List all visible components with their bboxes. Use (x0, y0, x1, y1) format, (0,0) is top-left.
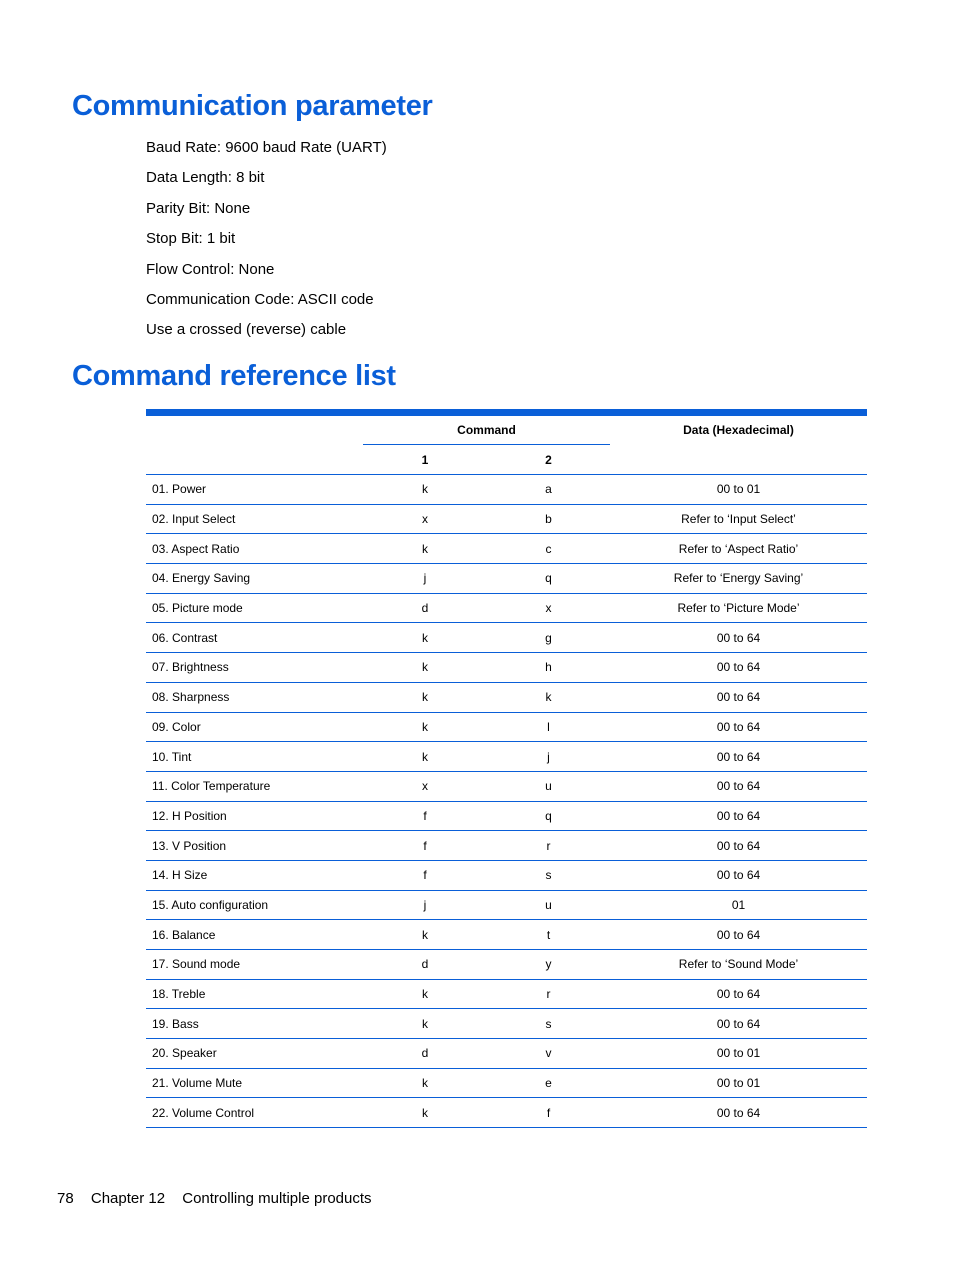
table-row (146, 623, 867, 653)
section-title-command-reference-list: Command reference list (72, 360, 396, 392)
header-blank (146, 416, 363, 445)
command-char-1-cell: k (422, 1016, 428, 1031)
footer-chapter-title: Controlling multiple products (182, 1190, 372, 1207)
command-char-2-cell: y (545, 957, 552, 972)
data-range-cell: 00 to 64 (716, 838, 761, 853)
command-char-1-cell: x (422, 512, 428, 527)
command-name-cell: 04. Energy Saving (152, 571, 251, 586)
data-range-cell: 00 to 64 (716, 779, 761, 794)
table-row (146, 920, 867, 950)
command-char-1-cell: k (422, 1105, 428, 1120)
command-char-1-cell: d (421, 601, 429, 616)
param-flow-control: Flow Control: None (146, 260, 275, 278)
command-char-2-cell: u (545, 897, 552, 912)
command-name-cell: 07. Brightness (152, 660, 229, 675)
command-name-cell: 02. Input Select (152, 512, 236, 527)
page-footer (57, 1190, 372, 1207)
command-name-cell: 03. Aspect Ratio (152, 541, 240, 556)
data-range-cell: 00 to 64 (716, 749, 761, 764)
command-char-1-cell: k (422, 749, 428, 764)
command-char-2-cell: r (546, 838, 551, 853)
footer-chapter: Chapter 12 (90, 1190, 166, 1207)
table-row (146, 593, 867, 623)
table-row (146, 742, 867, 772)
command-char-1-cell: k (422, 541, 428, 556)
data-range-cell: 00 to 64 (716, 660, 761, 675)
command-char-2-cell: x (545, 601, 552, 616)
command-name-cell: 18. Treble (152, 987, 206, 1002)
data-range-cell: 00 to 64 (716, 1105, 761, 1120)
command-char-2-cell: r (546, 987, 551, 1002)
command-name-cell: 20. Speaker (152, 1046, 217, 1061)
command-char-2-cell: k (545, 690, 552, 705)
table-row (146, 1068, 867, 1098)
data-range-cell: Refer to ‘Picture Mode’ (677, 601, 800, 616)
command-char-2-cell: c (545, 541, 552, 556)
command-char-2-cell: u (545, 779, 552, 794)
data-range-cell: 00 to 64 (716, 868, 761, 883)
data-range-cell: Refer to ‘Energy Saving’ (673, 571, 804, 586)
data-range-cell: 01 (731, 897, 746, 912)
data-range-cell: Refer to ‘Aspect Ratio’ (678, 541, 799, 556)
command-name-cell: 08. Sharpness (152, 690, 230, 705)
command-name-cell: 21. Volume Mute (152, 1076, 243, 1091)
table-row (146, 979, 867, 1009)
table-row (146, 771, 867, 801)
table-row (146, 475, 867, 505)
command-name-cell: 10. Tint (152, 749, 192, 764)
command-char-2-cell: a (545, 482, 552, 497)
data-range-cell: 00 to 64 (716, 927, 761, 942)
param-communication-code: Communication Code: ASCII code (146, 290, 374, 308)
command-name-cell: 01. Power (152, 482, 207, 497)
data-range-cell: 00 to 64 (716, 808, 761, 823)
command-name-cell: 14. H Size (152, 868, 208, 883)
table-row (146, 860, 867, 890)
table-row (146, 1098, 867, 1128)
table-row (146, 1009, 867, 1039)
command-char-1-cell: k (422, 1076, 428, 1091)
command-char-1-cell: k (422, 987, 428, 1002)
data-range-cell: 00 to 64 (716, 630, 761, 645)
subheader-command-1: 1 (421, 452, 429, 467)
data-range-cell: 00 to 64 (716, 719, 761, 734)
command-name-cell: 06. Contrast (152, 630, 218, 645)
page-number: 78 (57, 1190, 74, 1207)
command-char-1-cell: k (422, 690, 428, 705)
data-range-cell: Refer to ‘Input Select’ (681, 512, 796, 527)
command-name-cell: 17. Sound mode (152, 957, 241, 972)
table-row (146, 831, 867, 861)
command-name-cell: 15. Auto configuration (152, 897, 269, 912)
command-name-cell: 16. Balance (152, 927, 216, 942)
command-char-1-cell: k (422, 482, 428, 497)
table-row (146, 890, 867, 920)
command-char-2-cell: l (547, 719, 550, 734)
command-char-2-cell: s (545, 1016, 552, 1031)
data-range-cell: 00 to 01 (716, 1046, 761, 1061)
command-char-2-cell: f (546, 1105, 551, 1120)
data-range-cell: Refer to ‘Sound Mode’ (678, 957, 799, 972)
table-row (146, 682, 867, 712)
command-char-1-cell: x (422, 779, 428, 794)
command-char-1-cell: f (423, 808, 427, 823)
command-char-1-cell: k (422, 719, 428, 734)
header-command: Command (363, 416, 610, 445)
command-name-cell: 09. Color (152, 719, 201, 734)
command-name-cell: 11. Color Temperature (152, 779, 271, 794)
table-row (146, 801, 867, 831)
section-title-communication-parameter: Communication parameter (72, 90, 433, 122)
command-char-2-cell: t (546, 927, 551, 942)
command-name-cell: 19. Bass (152, 1016, 199, 1031)
table-row (146, 950, 867, 980)
subheader-command-2: 2 (545, 452, 552, 467)
table-row (146, 504, 867, 534)
subheader-data-blank (610, 445, 867, 475)
command-char-1-cell: f (423, 838, 427, 853)
command-char-2-cell: v (545, 1046, 552, 1061)
param-stop-bit: Stop Bit: 1 bit (146, 230, 236, 248)
subheader-blank (146, 445, 363, 475)
table-row (146, 653, 867, 683)
command-char-1-cell: j (423, 571, 427, 586)
command-reference-table (146, 409, 867, 1128)
command-char-2-cell: h (545, 660, 552, 675)
param-cable: Use a crossed (reverse) cable (146, 321, 347, 339)
param-data-length: Data Length: 8 bit (146, 169, 265, 187)
command-name-cell: 22. Volume Control (152, 1105, 255, 1120)
data-range-cell: 00 to 64 (716, 987, 761, 1002)
communication-parameter-list (146, 136, 387, 349)
table-row (146, 712, 867, 742)
table-row (146, 564, 867, 594)
command-name-cell: 13. V Position (152, 838, 227, 853)
header-data: Data (Hexadecimal) (683, 423, 794, 438)
command-char-1-cell: d (421, 1046, 429, 1061)
command-name-cell: 12. H Position (152, 808, 227, 823)
command-char-2-cell: b (545, 512, 552, 527)
command-char-2-cell: g (545, 630, 552, 645)
data-range-cell: 00 to 01 (716, 1076, 761, 1091)
command-char-1-cell: k (422, 660, 428, 675)
data-range-cell: 00 to 64 (716, 1016, 761, 1031)
table-row (146, 534, 867, 564)
command-char-1-cell: d (421, 957, 429, 972)
data-range-cell: 00 to 01 (716, 482, 761, 497)
command-char-1-cell: f (423, 868, 427, 883)
data-range-cell: 00 to 64 (716, 690, 761, 705)
command-name-cell: 05. Picture mode (152, 601, 243, 616)
command-char-2-cell: j (547, 749, 550, 764)
command-char-2-cell: q (545, 808, 552, 823)
command-char-1-cell: j (423, 897, 427, 912)
param-baud-rate: Baud Rate: 9600 baud Rate (UART) (146, 139, 387, 156)
table-top-rule (146, 409, 867, 416)
command-char-2-cell: s (545, 868, 552, 883)
command-char-1-cell: k (422, 927, 428, 942)
table-row (146, 1039, 867, 1069)
param-parity-bit: Parity Bit: None (146, 199, 251, 217)
command-char-1-cell: k (422, 630, 428, 645)
command-char-2-cell: e (545, 1076, 552, 1091)
command-char-2-cell: q (545, 571, 552, 586)
